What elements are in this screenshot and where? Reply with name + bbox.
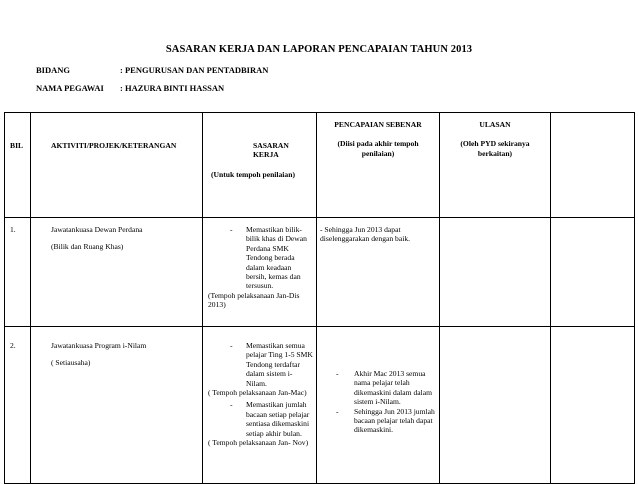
bidang-label: BIDANG [36, 65, 71, 75]
report-table [4, 112, 635, 484]
row-ulasan [440, 218, 551, 327]
list-item: - Memastikan jumlah bacaan setiap pelajar sentiasa dikemaskini setiap akhir bulan. [230, 400, 310, 438]
row-sasaran: - Memastikan semua pelajar Ting 1-5 SMK Tendong terdaftar dalam sistem i-Nilam. ( Tempoh pelaksanaan Jan-Mac) - Memastikan jumlah bacaan setiap pelajar sentiasa dikemaskini setiap akhir bulan. ( Tempoh pelaksanaan Jan- Nov) [203, 327, 317, 484]
bidang-line [36, 65, 268, 75]
row-pencapaian [317, 327, 440, 484]
page-title: SASARAN KERJA DAN LAPORAN PENCAPAIAN TAHUN 2013 [165, 44, 473, 55]
nama-pegawai-value: : HAZURA BINTI HASSAN [120, 83, 225, 93]
header-empty [551, 113, 635, 218]
header-aktiviti: AKTIVITI/PROJEK/KETERANGAN [31, 113, 203, 218]
list-item: - Memastikan bilik-bilik khas di Dewan Perdana SMK Tendong berada dalam keadaan bersih, kemas dan tersusun. [230, 225, 307, 291]
header-ulasan: ULASAN (Oleh PYD sekiranya berkaitan) [440, 113, 551, 218]
nama-pegawai-label: NAMA PEGAWAI [36, 83, 104, 93]
table-row [5, 218, 635, 327]
table-row [5, 327, 635, 484]
list-item: - Memastikan semua pelajar Ting 1-5 SMK Tendong terdaftar dalam sistem i-Nilam. [230, 341, 313, 388]
row-empty [551, 327, 635, 484]
row-bil: 2. [5, 327, 31, 484]
row-pencapaian: - Sehingga Jun 2013 dapat diselenggarakan dengan baik. [317, 218, 440, 327]
list-item: - Akhir Mac 2013 semua nama pelajar telah dikemaskini dalam dalam sistem i-Nilam. [336, 369, 433, 407]
list-item: - Sehingga Jun 2013 jumlah bacaan pelajar telah dapat dikemaskini. [336, 406, 435, 435]
row-sasaran: - Memastikan bilik-bilik khas di Dewan Perdana SMK Tendong berada dalam keadaan bersih, kemas dan tersusun. (Tempoh pelaksanaan Jan-Dis 2013) [203, 218, 317, 327]
row-ulasan [440, 327, 551, 484]
header-bil: BIL [5, 113, 31, 218]
row-bil: 1. [5, 218, 31, 327]
table-header-row [5, 113, 635, 218]
nama-pegawai-line [36, 83, 224, 93]
bidang-value: : PENGURUSAN DAN PENTADBIRAN [120, 65, 269, 75]
row-aktiviti: Jawatankuasa Program i-Nilam ( Setiausaha) [31, 327, 203, 484]
header-sasaran: SASARAN KERJA (Untuk tempoh penilaian) [203, 113, 317, 218]
row-aktiviti: Jawatankuasa Dewan Perdana (Bilik dan Ruang Khas) [31, 218, 203, 327]
row-empty [551, 218, 635, 327]
header-pencapaian: PENCAPAIAN SEBENAR (Diisi pada akhir tempoh penilaian) [317, 113, 440, 218]
